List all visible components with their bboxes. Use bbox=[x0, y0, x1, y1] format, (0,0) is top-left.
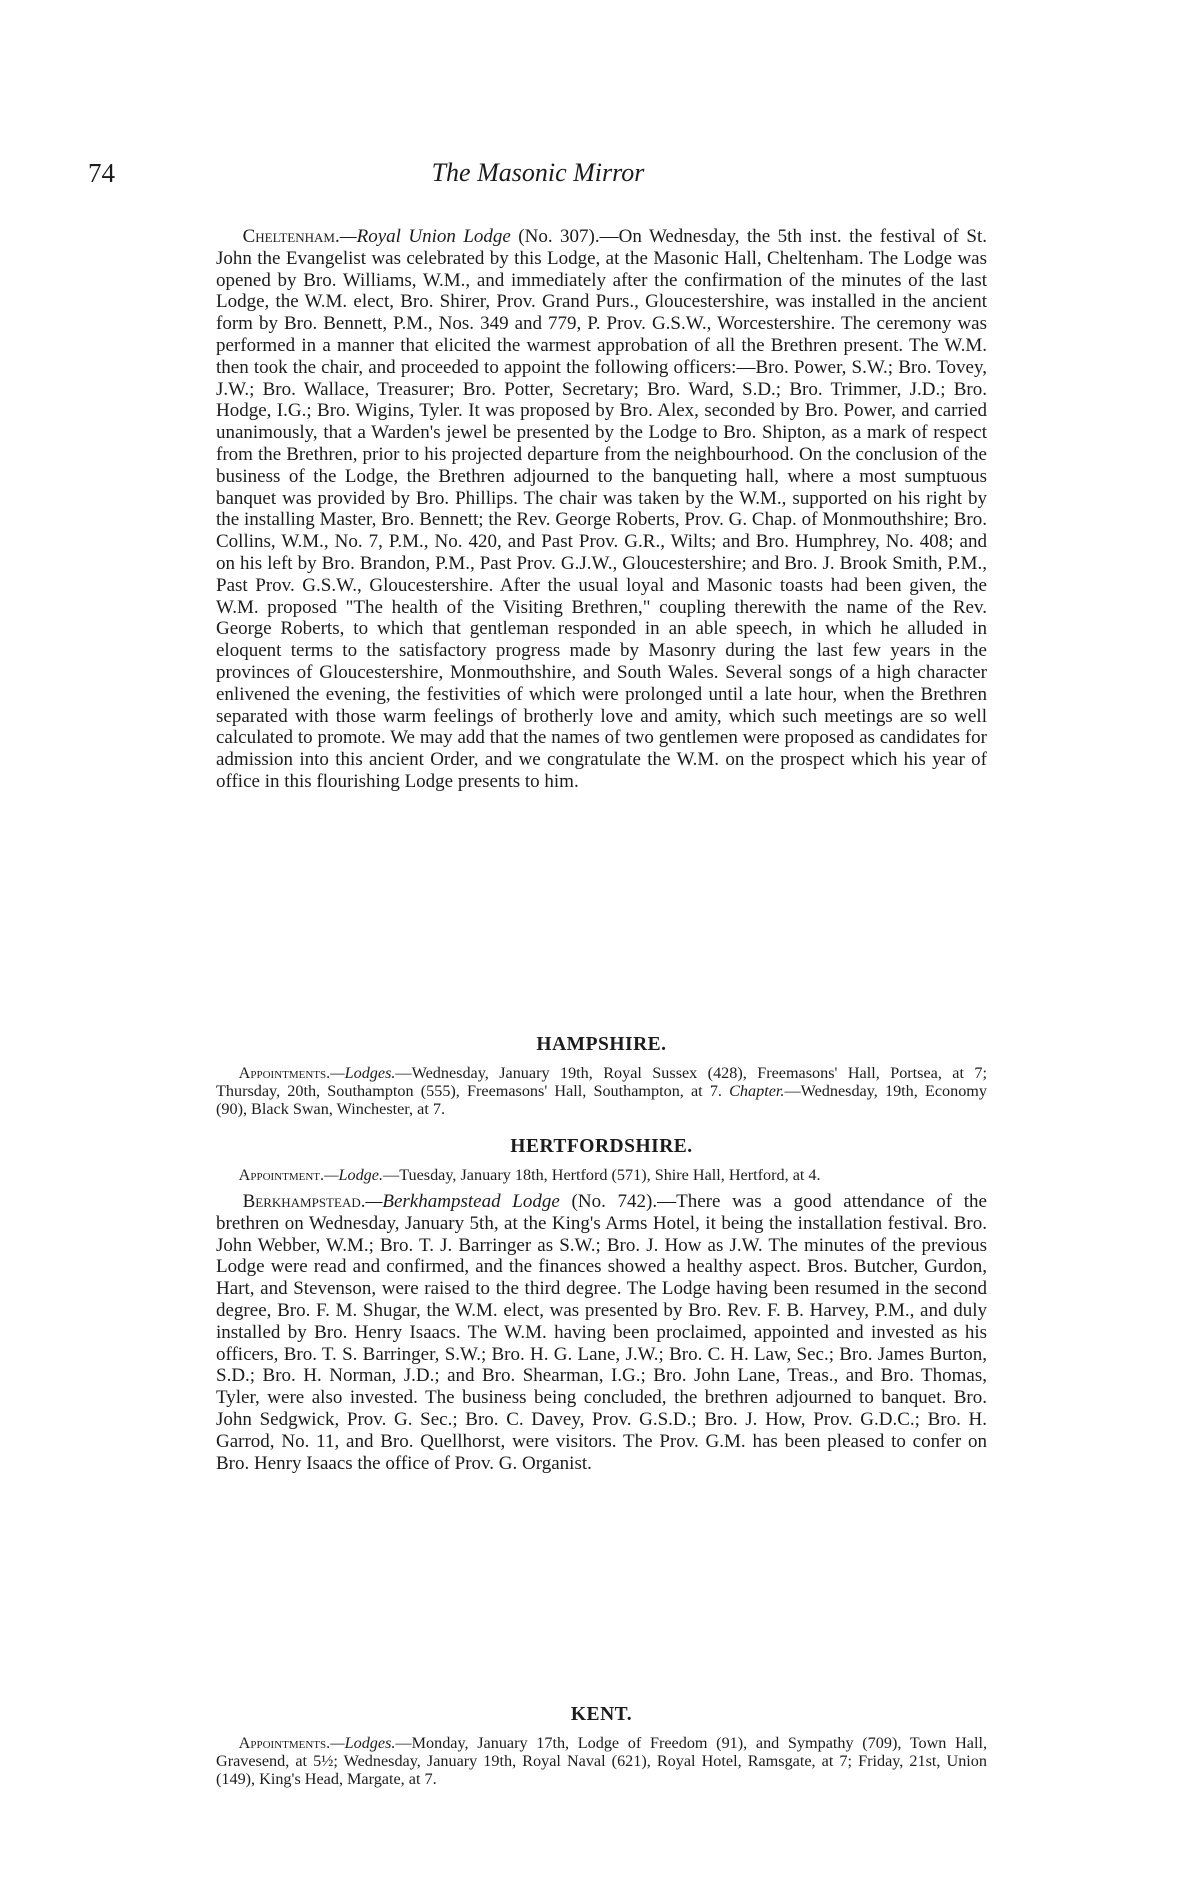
chapter-text: —Wednesday, 19th, Economy (90), Black Swan, Winchester, at 7. bbox=[216, 1082, 987, 1118]
appointment-text: —Tuesday, January 18th, Hertford (571), Shire Hall, Hertford, at 4. bbox=[383, 1166, 821, 1184]
report-text: (No. 307).—On Wednesday, the 5th inst. the festival of St. John the Evangelist was celebrated by this Lodge, at the Masonic Hall, Cheltenham. The Lodge was opened by Bro. Williams, W.M., and immediately after the confirmation of the minutes of the last Lodge, the W.M. elect, Bro. Shirer, Prov. Grand Purs., Gloucestershire, was installed in the ancient form by Bro. Bennett, P.M., Nos. 349 and 779, P. Prov. G.S.W., Worcestershire. The ceremony was performed in a manner that elicited the warmest approbation of all the Brethren present. The W.M. then took the chair, and proceeded to appoint the following officers:—Bro. Power, S.W.; Bro. Tovey, J.W.; Bro. Wallace, Treasurer; Bro. Potter, Secretary; Bro. Ward, S.D.; Bro. Trimmer, J.D.; Bro. Hodge, I.G.; Bro. Wigins, Tyler. It was proposed by Bro. Alex, seconded by Bro. Power, and carried unanimously, that a Warden's jewel be presented by the Lodge to Bro. Shipton, as a mark of respect from the Brethren, prior to his projected departure from the neighbourhood. On the conclusion of the business of the Lodge, the Brethren adjourned to the banqueting hall, where a most sumptuous banquet was provided by Bro. Phillips. The chair was taken by the W.M., supported on his right by the installing Master, Bro. Bennett; the Rev. George Roberts, Prov. G. Chap. of Monmouthshire; Bro. Collins, W.M., No. 7, P.M., No. 420, and Past Prov. G.R., Wilts; and Bro. Humphrey, No. 408; and on his left by Bro. Brandon, P.M., Past Prov. G.J.W., Gloucestershire; and Bro. J. Brook Smith, P.M., Past Prov. G.S.W., Gloucestershire. After the usual loyal and Masonic toasts had been given, the W.M. proposed "The health of the Visiting Brethren," coupling therewith the name of the Rev. George Roberts, to which that gentleman responded in an able speech, in which he alluded in eloquent terms to the satisfactory progress made by Masonry during the last few years in the provinces of Gloucestershire, Monmouthshire, and South Wales. Several songs of a high character enlivened the evening, the festivities of which were prolonged until a late hour, when the Brethren separated with those warm feelings of brotherly love and amity, which such meetings are so well calculated to promote. We may add that the names of two gentlemen were proposed as candidates for admission into this ancient Order, and we congratulate the W.M. on the prospect which his year of office in this flourishing Lodge presents to him. bbox=[216, 226, 987, 792]
appointments-label: Appointments. bbox=[238, 1064, 331, 1082]
lodge-label: —Lodge. bbox=[324, 1166, 383, 1184]
berkhampstead-paragraph bbox=[216, 1191, 987, 1474]
appointments-text: —Monday, January 17th, Lodge of Freedom (91), and Sympathy (709), Town Hall, Gravesend, at 5½; Wednesday, January 19th, Royal Naval (621), Royal Hotel, Ramsgate, at 7; Friday, 21st, Union (149), King's Head, Margate, at 7. bbox=[216, 1734, 987, 1788]
lodge-name: —Berkhampstead Lodge bbox=[365, 1191, 560, 1212]
hampshire-appointments bbox=[216, 1064, 987, 1118]
hertfordshire-appointment bbox=[216, 1166, 987, 1184]
lodges-label: —Lodges. bbox=[330, 1734, 396, 1752]
cheltenham-paragraph bbox=[216, 226, 987, 793]
cheltenham-report bbox=[216, 226, 987, 793]
hampshire-section bbox=[216, 1034, 987, 1118]
kent-section bbox=[216, 1704, 987, 1788]
section-heading-hampshire: HAMPSHIRE. bbox=[536, 1034, 667, 1055]
page-number: 74 bbox=[88, 158, 115, 188]
appointments-label: Appointments. bbox=[238, 1734, 331, 1752]
page-header bbox=[88, 158, 988, 198]
kent-appointments bbox=[216, 1734, 987, 1788]
hertfordshire-section bbox=[216, 1136, 987, 1474]
running-title: The Masonic Mirror bbox=[431, 158, 645, 187]
appointments-text: —Wednesday, January 19th, Royal Sussex (428), Freemasons' Hall, Portsea, at 7; Thursday, 20th, Southampton (555), Freemasons' Hall, Southampton, at 7. bbox=[216, 1064, 987, 1100]
report-text: (No. 742).—There was a good attendance of the brethren on Wednesday, January 5th, at the King's Arms Hotel, it being the installation festival. Bro. John Webber, W.M.; Bro. T. J. Barringer as S.W.; Bro. J. How as J.W. The minutes of the previous Lodge were read and confirmed, and the finances showed a healthy aspect. Bros. Butcher, Gurdon, Hart, and Stevenson, were raised to the third degree. The Lodge having been resumed in the second degree, Bro. F. M. Shugar, the W.M. elect, was presented by Bro. Rev. F. B. Harvey, P.M., and duly installed by Bro. Henry Isaacs. The W.M. having been proclaimed, appointed and invested as his officers, Bro. T. S. Barringer, S.W.; Bro. H. G. Lane, J.W.; Bro. C. H. Law, Sec.; Bro. James Burton, S.D.; Bro. H. Norman, J.D.; and Bro. Shearman, I.G.; Bro. John Lane, Treas., and Bro. Thomas, Tyler, were also invested. The business being concluded, the brethren adjourned to banquet. Bro. John Sedgwick, Prov. G. Sec.; Bro. C. Davey, Prov. G.S.D.; Bro. J. How, Prov. G.D.C.; Bro. H. Garrod, No. 11, and Bro. Quellhorst, were visitors. The Prov. G.M. has been pleased to confer on Bro. Henry Isaacs the office of Prov. G. Organist. bbox=[216, 1191, 987, 1474]
place-name: Cheltenham. bbox=[242, 226, 340, 247]
lodge-name: —Royal Union Lodge bbox=[339, 226, 511, 247]
section-heading-kent: KENT. bbox=[570, 1704, 633, 1725]
chapter-label: Chapter. bbox=[729, 1082, 785, 1100]
section-heading-hertfordshire: HERTFORDSHIRE. bbox=[510, 1136, 693, 1157]
lodges-label: —Lodges. bbox=[330, 1064, 396, 1082]
place-name: Berkhampstead. bbox=[242, 1191, 366, 1212]
appointment-label: Appointment. bbox=[238, 1166, 325, 1184]
